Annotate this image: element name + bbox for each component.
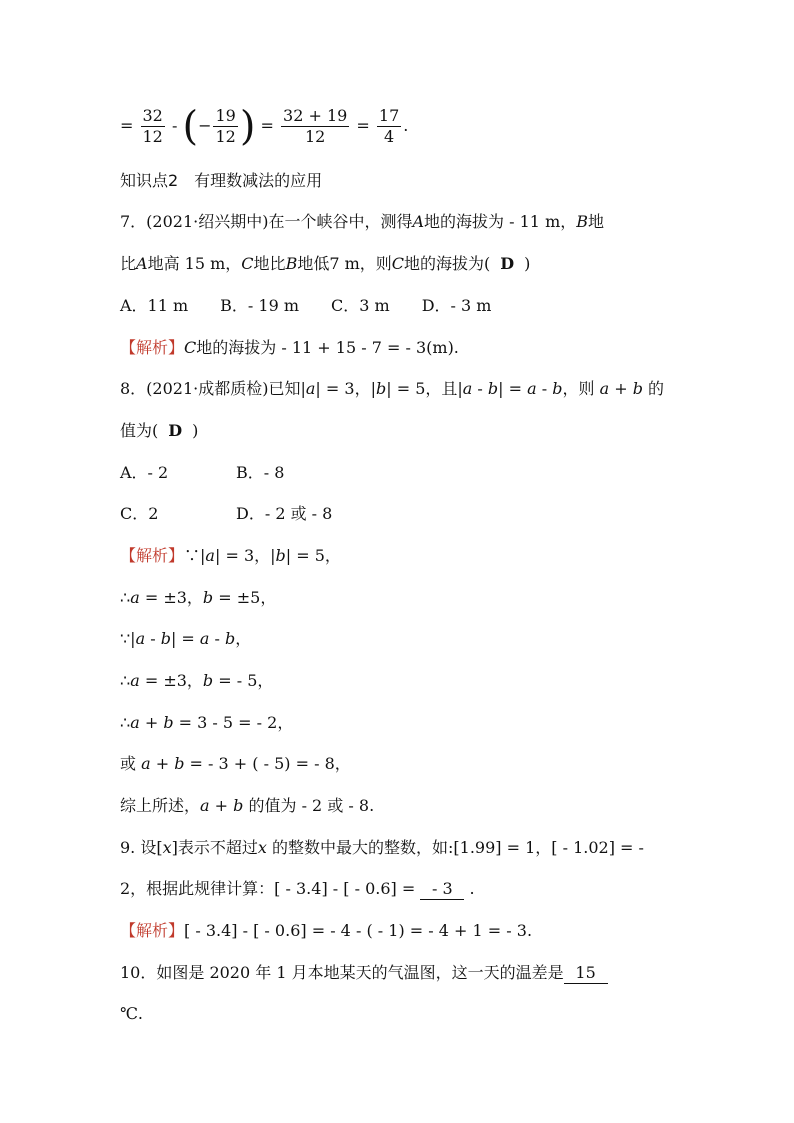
var: b	[225, 629, 236, 648]
var: b	[632, 379, 643, 398]
var: a	[141, 754, 151, 773]
denominator: 12	[215, 127, 236, 146]
var: A	[136, 254, 148, 273]
fraction	[281, 106, 349, 147]
text: +	[139, 713, 164, 732]
denominator: 12	[305, 127, 326, 146]
var: C	[241, 254, 254, 273]
q8-solution-4	[120, 670, 273, 692]
q9-line-1	[120, 837, 644, 859]
q8-solution-3	[120, 628, 251, 650]
text: 地高 15 m，	[147, 254, 242, 273]
text: 综上所述，	[120, 796, 201, 815]
q10-line-1	[120, 962, 608, 984]
text: = 3 - 5 = - 2，	[173, 713, 294, 732]
var: C	[184, 338, 197, 357]
text: = - 5，	[213, 671, 274, 690]
var: b	[160, 629, 171, 648]
text: | = 3，|	[214, 546, 276, 565]
var: a	[599, 379, 610, 398]
q8-option-c: C．2	[120, 504, 159, 523]
var: b	[487, 379, 499, 398]
text: | = 5，且|	[386, 379, 463, 398]
text: ∵|	[120, 629, 136, 648]
text: 地的海拔为 - 11 + 15 - 7 = - 3(m).	[196, 338, 459, 357]
analysis-tag: 【解析】	[120, 921, 185, 940]
text: 的值为 - 2 或 - 8.	[243, 796, 375, 815]
q8-solution-5	[120, 712, 293, 734]
equals-sign: =	[260, 116, 274, 135]
var: a	[205, 546, 215, 565]
var: a	[305, 379, 316, 398]
q9-line-2	[120, 878, 475, 900]
var: x	[257, 838, 267, 857]
var: a	[135, 629, 146, 648]
q8-line-1	[120, 378, 664, 400]
text: 地比	[253, 254, 286, 273]
text: 的整数中最大的整数，如:[1.99] = 1，[ - 1.02] = -	[266, 838, 644, 857]
numerator: 17	[378, 106, 400, 125]
q8-option-d: D．- 2 或 - 8	[236, 504, 333, 523]
var: a	[200, 796, 210, 815]
text: = ±3，	[139, 671, 203, 690]
text: )	[192, 421, 199, 440]
var: b	[375, 379, 387, 398]
text: 7．(2021·绍兴期中)在一个峡谷中，测得	[120, 212, 413, 231]
formula-line	[120, 103, 408, 149]
var: b	[275, 546, 286, 565]
text: -	[472, 379, 488, 398]
denominator: 12	[142, 127, 163, 146]
text: ∴	[120, 671, 131, 690]
q7-line-2	[120, 253, 530, 275]
analysis-tag: 【解析】	[120, 338, 185, 357]
text: [ - 3.4] - [ - 0.6] = - 4 - ( - 1) = - 4 + 1 = - 3.	[184, 921, 533, 940]
answer: D	[168, 421, 183, 440]
text: ∵|	[184, 546, 206, 565]
var: a	[462, 379, 473, 398]
text: )	[524, 254, 531, 273]
q8-solution-1	[120, 545, 341, 567]
text: 9. 设[	[120, 838, 163, 857]
var: b	[202, 671, 214, 690]
var: a	[130, 588, 140, 607]
q8-solution-2	[120, 587, 276, 609]
text: ∴	[120, 713, 131, 732]
text: ，则	[562, 379, 600, 398]
var: b	[174, 754, 185, 773]
text: -	[536, 379, 553, 398]
text: 10．如图是 2020 年 1 月本地某天的气温图，这一天的温差是	[120, 963, 564, 982]
equals-sign: =	[120, 116, 134, 135]
text: 8．(2021·成都质检)已知|	[120, 379, 306, 398]
text: +	[150, 754, 175, 773]
text: 或	[120, 754, 142, 773]
var: a	[527, 379, 537, 398]
text: -	[209, 629, 226, 648]
var: a	[199, 629, 210, 648]
q8-solution-6	[120, 753, 351, 775]
fraction	[141, 106, 165, 147]
period: .	[403, 116, 409, 135]
fraction	[377, 106, 401, 147]
right-paren: )	[239, 103, 256, 150]
text: .	[464, 879, 475, 898]
equals-sign: =	[356, 116, 370, 135]
text: 地	[588, 212, 605, 231]
denominator: 4	[384, 127, 395, 146]
text: 比	[120, 254, 137, 273]
text: ∴	[120, 588, 131, 607]
text: | = 3，|	[315, 379, 376, 398]
var: b	[552, 379, 563, 398]
text: 地低7 m，则	[297, 254, 392, 273]
fraction	[213, 106, 237, 147]
section-heading: 知识点2 有理数减法的应用	[120, 171, 323, 190]
var: a	[130, 671, 140, 690]
var: b	[163, 713, 174, 732]
analysis-tag: 【解析】	[120, 546, 185, 565]
numerator: 32 + 19	[283, 106, 348, 125]
var: b	[202, 588, 214, 607]
minus-sign: -	[171, 116, 178, 135]
text: 地的海拔为 - 11 m，	[424, 212, 577, 231]
left-paren: (	[182, 103, 199, 150]
q7-line-1	[120, 211, 604, 233]
text: ，	[235, 629, 252, 648]
text: | =	[170, 629, 200, 648]
text: 的	[642, 379, 665, 398]
var: A	[412, 212, 425, 231]
var: b	[233, 796, 244, 815]
text: 2，根据此规律计算：[ - 3.4] - [ - 0.6] =	[120, 879, 421, 898]
text: = ±5，	[213, 588, 277, 607]
text: | =	[498, 379, 528, 398]
q8-option-a: A．- 2	[120, 463, 169, 482]
q8-solution-7	[120, 795, 374, 817]
var: C	[391, 254, 405, 273]
q9-solution	[120, 920, 532, 942]
text: | = 5，	[285, 546, 341, 565]
text: -	[145, 629, 161, 648]
answer-blank: 15	[564, 963, 608, 984]
var: B	[576, 212, 589, 231]
q8-option-b: B．- 8	[236, 463, 285, 482]
negative-sign: −	[198, 116, 212, 135]
text: = ±3，	[139, 588, 203, 607]
numerator: 32	[142, 106, 163, 125]
var: a	[130, 713, 140, 732]
text: 地的海拔为(	[404, 254, 491, 273]
q7-options: A．11 m B．- 19 m C．3 m D．- 3 m	[120, 296, 492, 315]
var: B	[285, 254, 298, 273]
text: +	[609, 379, 633, 398]
q8-line-2	[120, 420, 198, 442]
text: 值为(	[120, 421, 159, 440]
text: = - 3 + ( - 5) = - 8，	[184, 754, 351, 773]
q7-solution	[120, 337, 459, 359]
text: +	[209, 796, 234, 815]
q10-line-2: ℃.	[120, 1004, 143, 1023]
answer: D	[500, 254, 515, 273]
text: ]表示不超过	[171, 838, 258, 857]
numerator: 19	[215, 106, 236, 125]
var: x	[162, 838, 172, 857]
answer-blank: - 3	[420, 879, 464, 900]
